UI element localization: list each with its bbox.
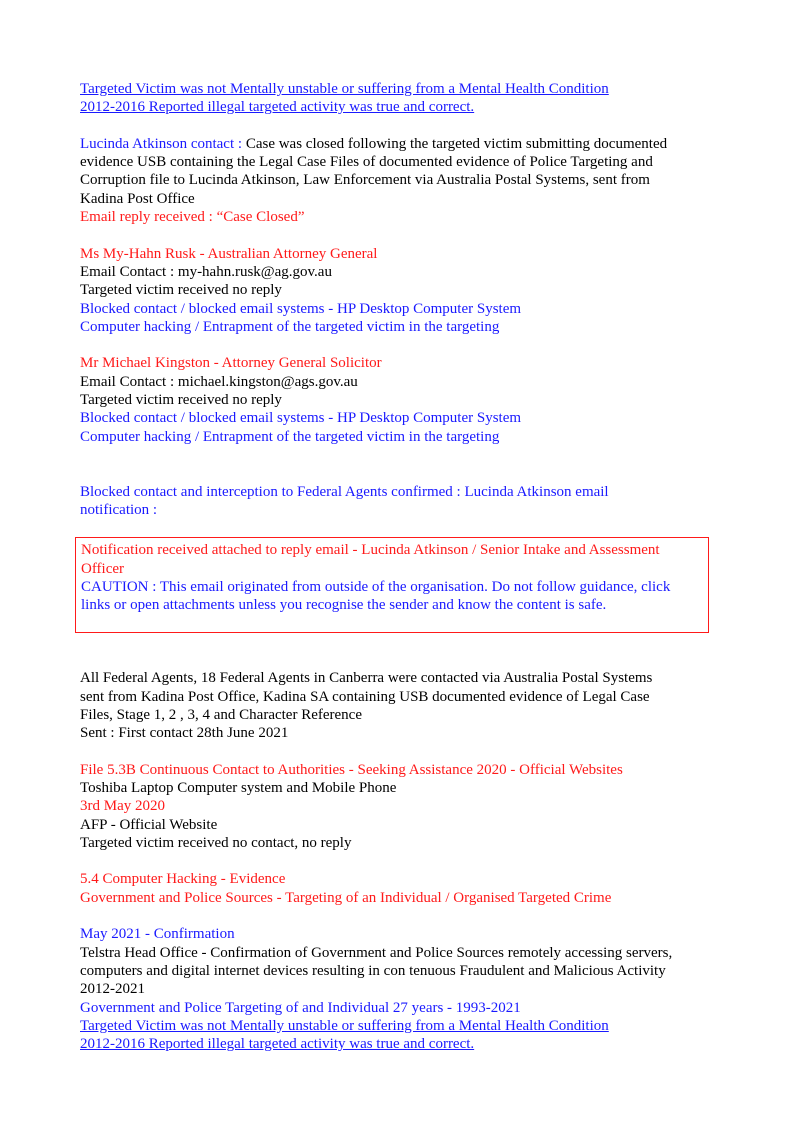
federal-agents-section [80,669,720,742]
telstra-line3: 2012-2021 [80,981,145,998]
interception-section [80,483,720,520]
notification-line2: Officer [81,560,125,577]
lucinda-contact-text-line3: Corruption file to Lucinda Atkinson, Law Enforcement via Australia Postal Systems, sent from [80,172,650,189]
mental-health-link[interactable]: Targeted Victim was not Mentally unstable or suffering from a Mental Health Condition [80,81,609,97]
file-5-3b-section [80,761,720,852]
file-5-3b-heading: File 5.3B Continuous Contact to Authorities - Seeking Assistance 2020 - Official Websites [80,761,623,778]
kingston-section [80,354,720,445]
interception-line1: Blocked contact and interception to Federal Agents confirmed : Lucinda Atkinson email [80,483,609,500]
email-reply-status: Email reply received : “Case Closed” [80,209,305,226]
caution-line1: CAUTION : This email originated from outside of the organisation. Do not follow guidance, click [81,579,671,596]
section-5-4-heading: 5.4 Computer Hacking - Evidence [80,871,286,888]
kingston-blocked-note: Blocked contact / blocked email systems - HP Desktop Computer System [80,410,522,427]
file-5-3b-system: Toshiba Laptop Computer system and Mobile Phone [80,779,397,796]
file-5-3b-site: AFP - Official Website [80,816,218,833]
kingston-no-reply: Targeted victim received no reply [80,392,282,409]
telstra-line2: computers and digital internet devices resulting in con tenuous Fraudulent and Malicious Activity [80,962,666,979]
reported-activity-link[interactable]: 2012-2016 Reported illegal targeted activity was true and correct. [80,99,475,116]
lucinda-contact-section [80,135,720,226]
document-page [80,80,720,1053]
rusk-blocked-note: Blocked contact / blocked email systems - HP Desktop Computer System [80,300,522,317]
kingston-email: Email Contact : michael.kingston@ags.gov.au [80,373,358,390]
targeting-duration: Government and Police Targeting of and Individual 27 years - 1993-2021 [80,999,521,1016]
rusk-no-reply: Targeted victim received no reply [80,282,282,299]
lucinda-contact-label: Lucinda Atkinson contact : [80,135,243,152]
agents-line3: Files, Stage 1, 2 , 3, 4 and Character Reference [80,706,362,723]
intro-links [80,80,720,117]
agents-line2: sent from Kadina Post Office, Kadina SA containing USB documented evidence of Legal Case [80,688,650,705]
file-5-3b-date: 3rd May 2020 [80,798,165,815]
telstra-line1: Telstra Head Office - Confirmation of Government and Police Sources remotely accessing servers, [80,944,673,961]
section-5-4 [80,870,720,907]
lucinda-contact-text-line2: evidence USB containing the Legal Case Files of documented evidence of Police Targeting and [80,154,653,171]
rusk-hacking-note: Computer hacking / Entrapment of the targeted victim in the targeting [80,318,500,335]
kingston-heading: Mr Michael Kingston - Attorney General Solicitor [80,355,382,372]
file-5-3b-result: Targeted victim received no contact, no reply [80,834,352,851]
reported-activity-link-bottom[interactable]: 2012-2016 Reported illegal targeted activity was true and correct. [80,1036,475,1053]
notification-box [75,537,709,632]
may-2021-heading: May 2021 - Confirmation [80,926,235,943]
agents-line1: All Federal Agents, 18 Federal Agents in Canberra were contacted via Australia Postal Systems [80,670,653,687]
notification-line1: Notification received attached to reply email - Lucinda Atkinson / Senior Intake and Assessment [81,542,660,559]
may-2021-section [80,925,720,1053]
rusk-section [80,245,720,336]
agents-sent-date: Sent : First contact 28th June 2021 [80,725,289,742]
interception-line2: notification : [80,501,158,518]
lucinda-contact-text-line4: Kadina Post Office [80,190,195,207]
section-5-4-subheading: Government and Police Sources - Targeting of an Individual / Organised Targeted Crime [80,889,612,906]
caution-line2: links or open attachments unless you recognise the sender and know the content is safe. [81,597,607,614]
mental-health-link-bottom[interactable]: Targeted Victim was not Mentally unstable or suffering from a Mental Health Condition [80,1017,609,1034]
rusk-email: Email Contact : my-hahn.rusk@ag.gov.au [80,263,332,280]
rusk-heading: Ms My-Hahn Rusk - Australian Attorney General [80,245,378,262]
lucinda-contact-text: Case was closed following the targeted victim submitting documented [242,135,668,152]
kingston-hacking-note: Computer hacking / Entrapment of the targeted victim in the targeting [80,428,500,445]
